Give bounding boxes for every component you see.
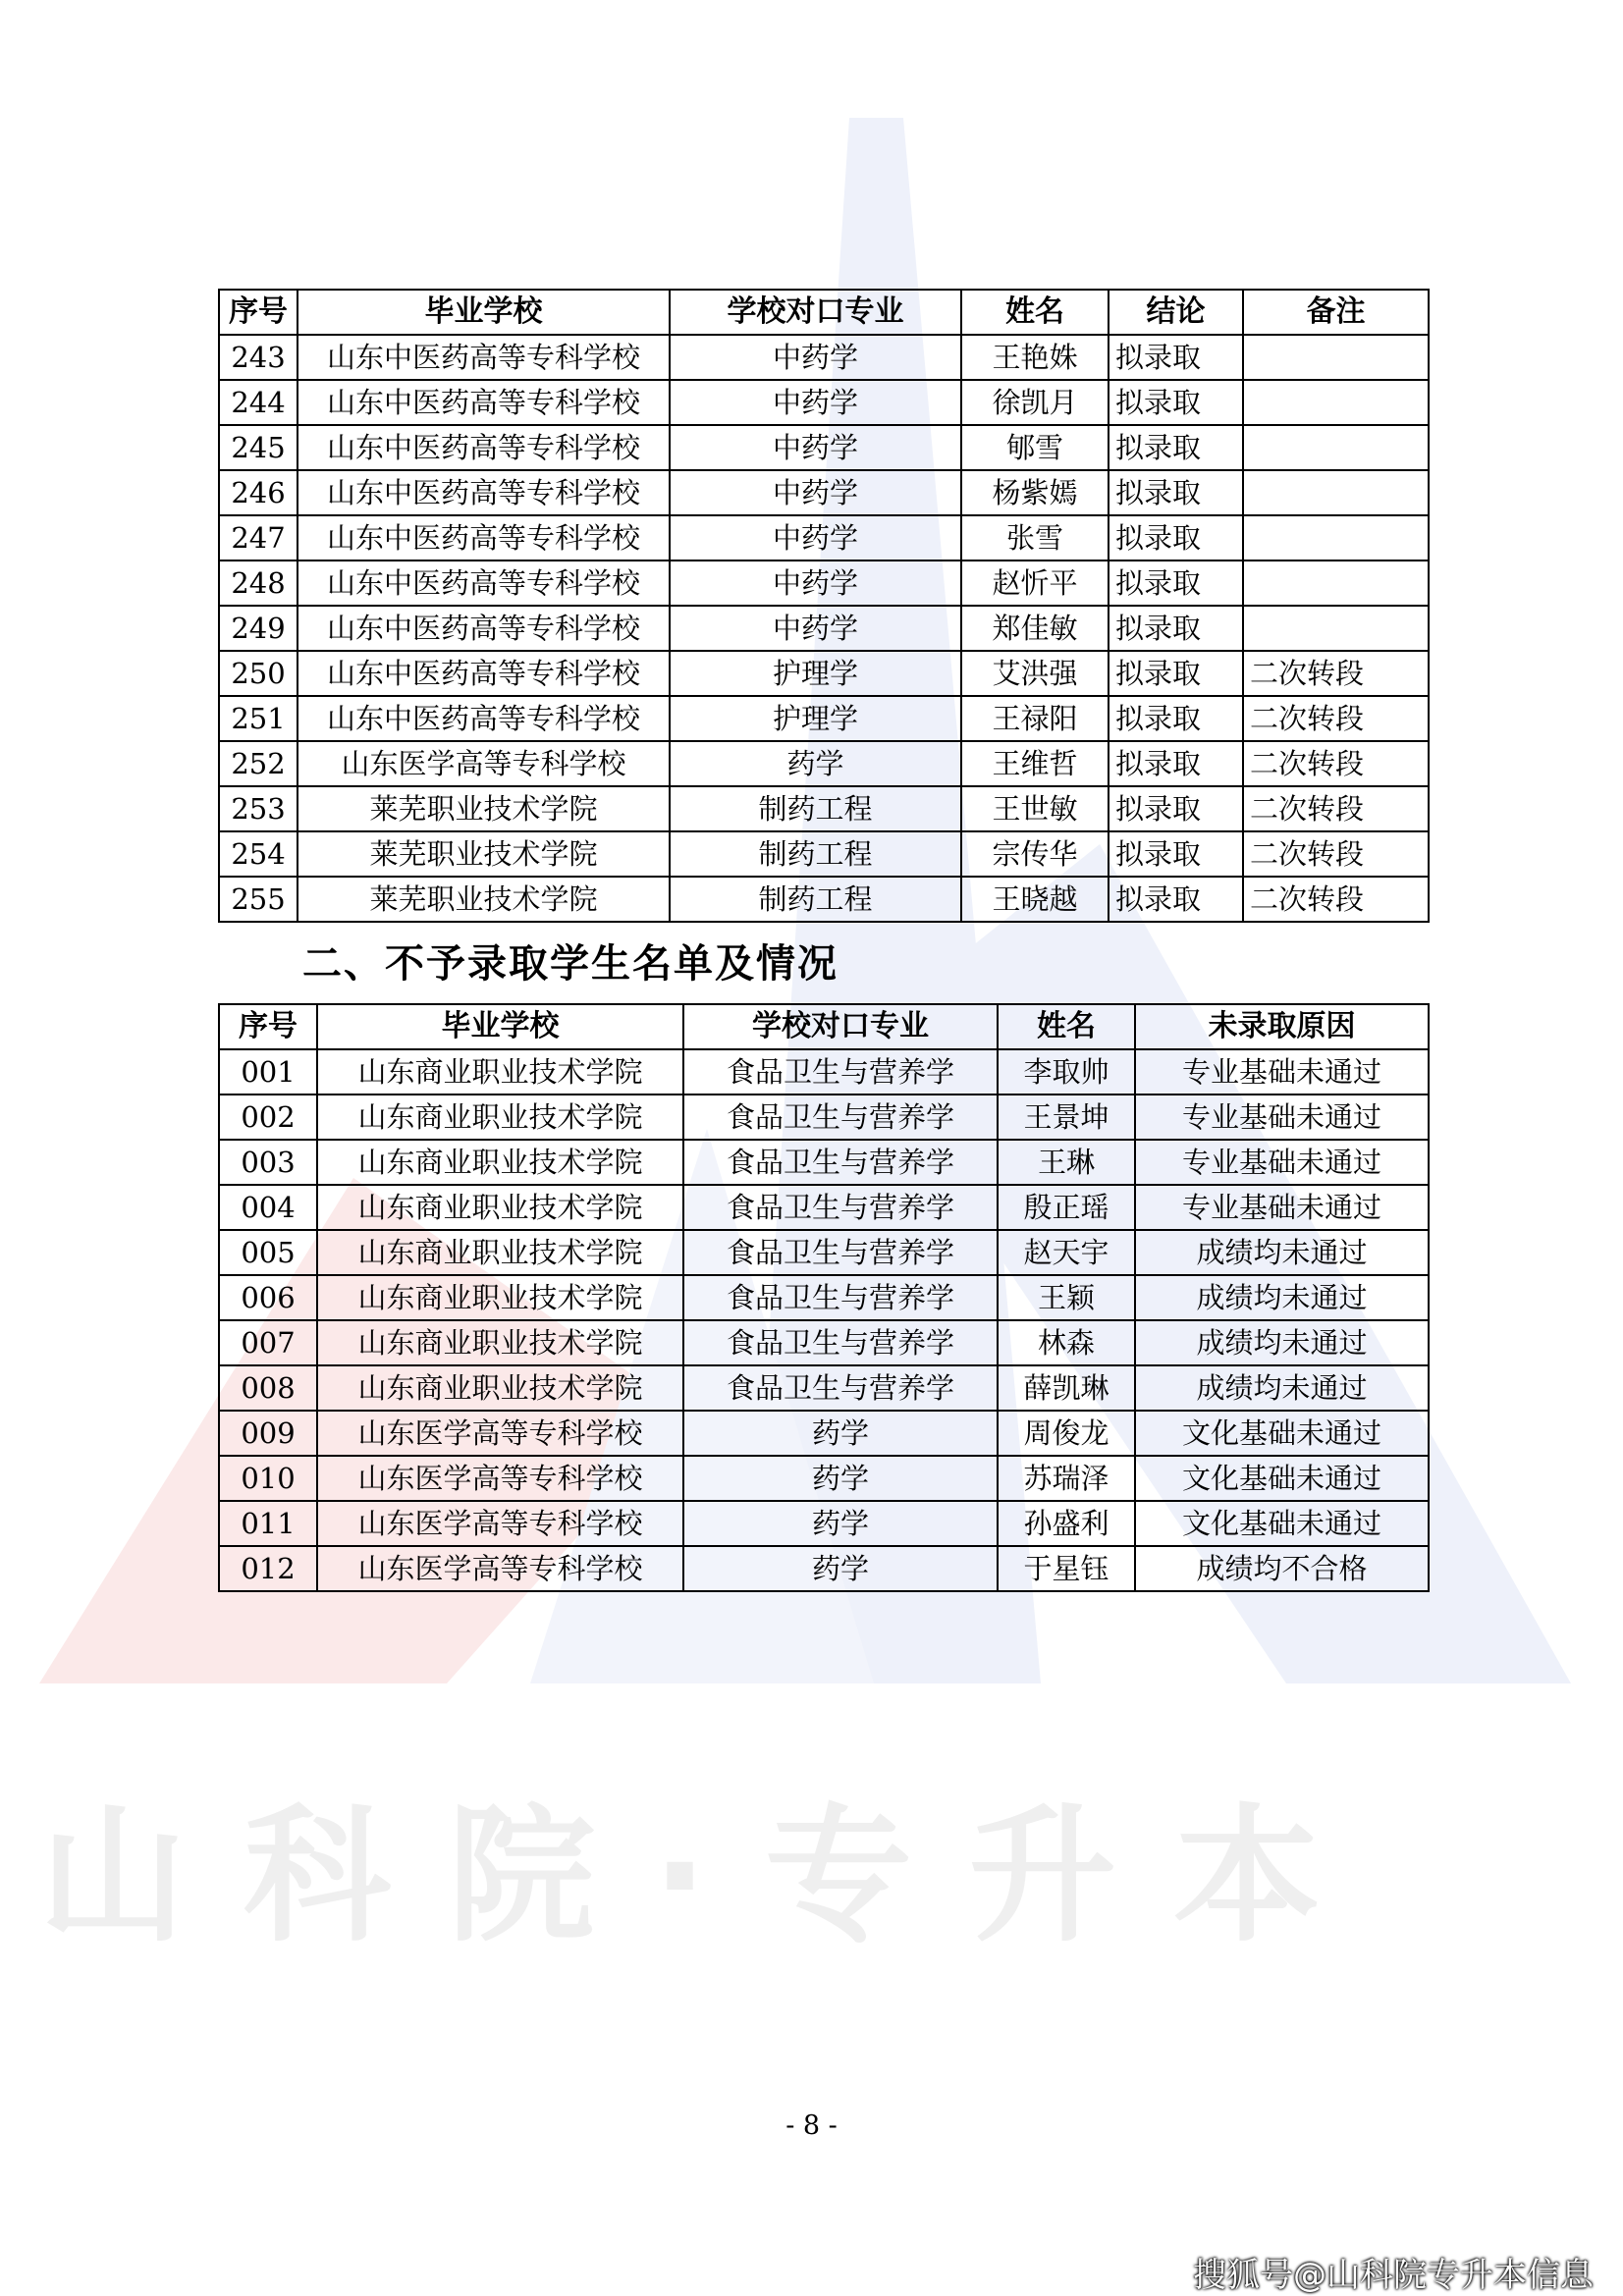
table-cell: 药学 (670, 741, 961, 786)
table-cell: 山东医学高等专科学校 (317, 1411, 683, 1456)
table-cell (1243, 380, 1429, 425)
table-row (219, 1546, 1429, 1591)
table-cell: 拟录取 (1109, 696, 1243, 741)
table-row (219, 741, 1429, 786)
table-row (219, 696, 1429, 741)
table-cell: 247 (219, 515, 298, 561)
column-header: 结论 (1109, 290, 1243, 335)
table-cell: 山东中医药高等专科学校 (298, 696, 670, 741)
table-row (219, 606, 1429, 651)
table-row (219, 877, 1429, 922)
table-row (219, 1230, 1429, 1275)
table-row (219, 831, 1429, 877)
column-header: 未录取原因 (1135, 1004, 1429, 1049)
table-cell: 食品卫生与营养学 (683, 1140, 998, 1185)
table-cell: 山东商业职业技术学院 (317, 1095, 683, 1140)
table-cell: 251 (219, 696, 298, 741)
table-cell: 赵天宇 (998, 1230, 1135, 1275)
table-cell: 二次转段 (1243, 786, 1429, 831)
table-cell: 山东中医药高等专科学校 (298, 470, 670, 515)
table-cell: 山东中医药高等专科学校 (298, 651, 670, 696)
table-cell: 山东中医药高等专科学校 (298, 515, 670, 561)
table-cell: 250 (219, 651, 298, 696)
table-cell: 文化基础未通过 (1135, 1501, 1429, 1546)
table-cell: 王维哲 (961, 741, 1109, 786)
table-cell: 王禄阳 (961, 696, 1109, 741)
table-cell: 成绩均不合格 (1135, 1546, 1429, 1591)
table-cell: 拟录取 (1109, 831, 1243, 877)
table-cell: 山东医学高等专科学校 (317, 1456, 683, 1501)
column-header: 序号 (219, 1004, 317, 1049)
table-cell: 二次转段 (1243, 877, 1429, 922)
table-cell: 山东商业职业技术学院 (317, 1140, 683, 1185)
table-header-row (219, 290, 1429, 335)
table-cell: 山东中医药高等专科学校 (298, 606, 670, 651)
table-cell: 011 (219, 1501, 317, 1546)
source-watermark: 搜狐号@山科院专升本信息 (1193, 2256, 1594, 2295)
table-cell: 专业基础未通过 (1135, 1185, 1429, 1230)
table-cell: 成绩均未通过 (1135, 1275, 1429, 1320)
table-cell: 成绩均未通过 (1135, 1365, 1429, 1411)
table-cell: 药学 (683, 1411, 998, 1456)
table-cell: 006 (219, 1275, 317, 1320)
table-cell: 郇雪 (961, 425, 1109, 470)
table-cell: 药学 (683, 1456, 998, 1501)
table-cell: 拟录取 (1109, 877, 1243, 922)
table-cell: 004 (219, 1185, 317, 1230)
table-row (219, 335, 1429, 380)
table-cell: 拟录取 (1109, 425, 1243, 470)
table-cell (1243, 515, 1429, 561)
table-cell: 护理学 (670, 696, 961, 741)
table-cell: 拟录取 (1109, 651, 1243, 696)
column-header: 姓名 (961, 290, 1109, 335)
watermark-text: 山科院·专升本 (39, 1791, 1378, 1962)
table-cell: 食品卫生与营养学 (683, 1365, 998, 1411)
table-cell: 254 (219, 831, 298, 877)
table-cell: 殷正瑶 (998, 1185, 1135, 1230)
column-header: 学校对口专业 (683, 1004, 998, 1049)
table-cell (1243, 606, 1429, 651)
table-cell: 中药学 (670, 425, 961, 470)
table-cell: 专业基础未通过 (1135, 1095, 1429, 1140)
column-header: 学校对口专业 (670, 290, 961, 335)
table-cell: 山东医学高等专科学校 (317, 1546, 683, 1591)
table-cell: 食品卫生与营养学 (683, 1049, 998, 1095)
table-cell: 王景坤 (998, 1095, 1135, 1140)
table-cell: 赵忻平 (961, 561, 1109, 606)
table-row (219, 515, 1429, 561)
table-cell: 文化基础未通过 (1135, 1456, 1429, 1501)
table-cell: 药学 (683, 1501, 998, 1546)
table-cell: 制药工程 (670, 786, 961, 831)
table-cell: 王颖 (998, 1275, 1135, 1320)
table-cell: 张雪 (961, 515, 1109, 561)
table-cell: 山东医学高等专科学校 (317, 1501, 683, 1546)
table-cell: 郑佳敏 (961, 606, 1109, 651)
table-cell: 食品卫生与营养学 (683, 1230, 998, 1275)
table-cell: 药学 (683, 1546, 998, 1591)
table-cell: 制药工程 (670, 831, 961, 877)
table-cell: 255 (219, 877, 298, 922)
table-cell: 246 (219, 470, 298, 515)
table-cell: 005 (219, 1230, 317, 1275)
table-cell: 二次转段 (1243, 696, 1429, 741)
table-cell: 007 (219, 1320, 317, 1365)
table-cell (1243, 335, 1429, 380)
table-cell: 专业基础未通过 (1135, 1049, 1429, 1095)
table-cell: 拟录取 (1109, 515, 1243, 561)
table-cell: 003 (219, 1140, 317, 1185)
admitted-students-table (218, 289, 1430, 923)
table-cell: 王艳姝 (961, 335, 1109, 380)
table-cell: 山东中医药高等专科学校 (298, 335, 670, 380)
table-cell: 010 (219, 1456, 317, 1501)
table-cell: 徐凯月 (961, 380, 1109, 425)
table-header-row (219, 1004, 1429, 1049)
table-cell: 中药学 (670, 561, 961, 606)
table-cell: 248 (219, 561, 298, 606)
table-cell: 拟录取 (1109, 561, 1243, 606)
table-cell (1243, 425, 1429, 470)
table-cell: 山东医学高等专科学校 (298, 741, 670, 786)
table-cell: 食品卫生与营养学 (683, 1320, 998, 1365)
column-header: 毕业学校 (317, 1004, 683, 1049)
table-row (219, 1320, 1429, 1365)
table-cell: 253 (219, 786, 298, 831)
table-cell (1243, 561, 1429, 606)
table-cell: 艾洪强 (961, 651, 1109, 696)
table-cell: 244 (219, 380, 298, 425)
table-row (219, 1140, 1429, 1185)
table-cell: 拟录取 (1109, 606, 1243, 651)
table-cell: 孙盛利 (998, 1501, 1135, 1546)
table-cell: 山东商业职业技术学院 (317, 1320, 683, 1365)
table-row (219, 561, 1429, 606)
table-cell: 专业基础未通过 (1135, 1140, 1429, 1185)
table-cell: 243 (219, 335, 298, 380)
table-cell: 001 (219, 1049, 317, 1095)
table-row (219, 1095, 1429, 1140)
table-cell: 食品卫生与营养学 (683, 1275, 998, 1320)
table-row (219, 1049, 1429, 1095)
table-cell: 山东中医药高等专科学校 (298, 380, 670, 425)
table-cell: 009 (219, 1411, 317, 1456)
table-cell: 李取帅 (998, 1049, 1135, 1095)
table-cell: 护理学 (670, 651, 961, 696)
table-cell: 拟录取 (1109, 786, 1243, 831)
table-cell: 薛凯琳 (998, 1365, 1135, 1411)
table-cell: 王琳 (998, 1140, 1135, 1185)
table-row (219, 786, 1429, 831)
table-cell: 王晓越 (961, 877, 1109, 922)
table-cell: 山东商业职业技术学院 (317, 1275, 683, 1320)
column-header: 毕业学校 (298, 290, 670, 335)
table-cell: 252 (219, 741, 298, 786)
table-cell: 苏瑞泽 (998, 1456, 1135, 1501)
table-cell: 中药学 (670, 470, 961, 515)
table-row (219, 470, 1429, 515)
table-cell: 食品卫生与营养学 (683, 1095, 998, 1140)
page-number: - 8 - (785, 2110, 838, 2141)
table-cell: 二次转段 (1243, 741, 1429, 786)
table-cell: 二次转段 (1243, 831, 1429, 877)
column-header: 备注 (1243, 290, 1429, 335)
table-cell: 二次转段 (1243, 651, 1429, 696)
table-cell: 食品卫生与营养学 (683, 1185, 998, 1230)
table-cell: 中药学 (670, 335, 961, 380)
table-cell: 宗传华 (961, 831, 1109, 877)
table-row (219, 1456, 1429, 1501)
table-cell: 拟录取 (1109, 470, 1243, 515)
table-cell: 莱芜职业技术学院 (298, 877, 670, 922)
table-cell: 山东商业职业技术学院 (317, 1185, 683, 1230)
table-row (219, 1275, 1429, 1320)
table-cell: 拟录取 (1109, 741, 1243, 786)
table-cell: 制药工程 (670, 877, 961, 922)
table-cell: 成绩均未通过 (1135, 1230, 1429, 1275)
table-row (219, 425, 1429, 470)
table-row (219, 380, 1429, 425)
table-row (219, 1501, 1429, 1546)
table-cell: 008 (219, 1365, 317, 1411)
table-cell: 林森 (998, 1320, 1135, 1365)
table-cell: 莱芜职业技术学院 (298, 786, 670, 831)
section-heading: 二、不予录取学生名单及情况 (302, 941, 839, 987)
table-row (219, 1411, 1429, 1456)
table-cell: 山东商业职业技术学院 (317, 1230, 683, 1275)
table-cell: 拟录取 (1109, 335, 1243, 380)
column-header: 姓名 (998, 1004, 1135, 1049)
table-cell: 山东商业职业技术学院 (317, 1365, 683, 1411)
table-cell: 山东中医药高等专科学校 (298, 425, 670, 470)
column-header: 序号 (219, 290, 298, 335)
table-cell: 于星钰 (998, 1546, 1135, 1591)
rejected-students-table (218, 1003, 1430, 1592)
table-cell: 文化基础未通过 (1135, 1411, 1429, 1456)
table-cell: 周俊龙 (998, 1411, 1135, 1456)
table-cell: 山东商业职业技术学院 (317, 1049, 683, 1095)
table-cell: 山东中医药高等专科学校 (298, 561, 670, 606)
table-cell: 成绩均未通过 (1135, 1320, 1429, 1365)
table-cell: 王世敏 (961, 786, 1109, 831)
table-cell: 拟录取 (1109, 380, 1243, 425)
table-cell: 中药学 (670, 380, 961, 425)
table-cell: 245 (219, 425, 298, 470)
table-row (219, 651, 1429, 696)
table-cell (1243, 470, 1429, 515)
table-cell: 莱芜职业技术学院 (298, 831, 670, 877)
table-cell: 中药学 (670, 606, 961, 651)
table-cell: 012 (219, 1546, 317, 1591)
table-cell: 002 (219, 1095, 317, 1140)
table-cell: 249 (219, 606, 298, 651)
table-row (219, 1365, 1429, 1411)
table-cell: 杨紫嫣 (961, 470, 1109, 515)
table-row (219, 1185, 1429, 1230)
table-cell: 中药学 (670, 515, 961, 561)
